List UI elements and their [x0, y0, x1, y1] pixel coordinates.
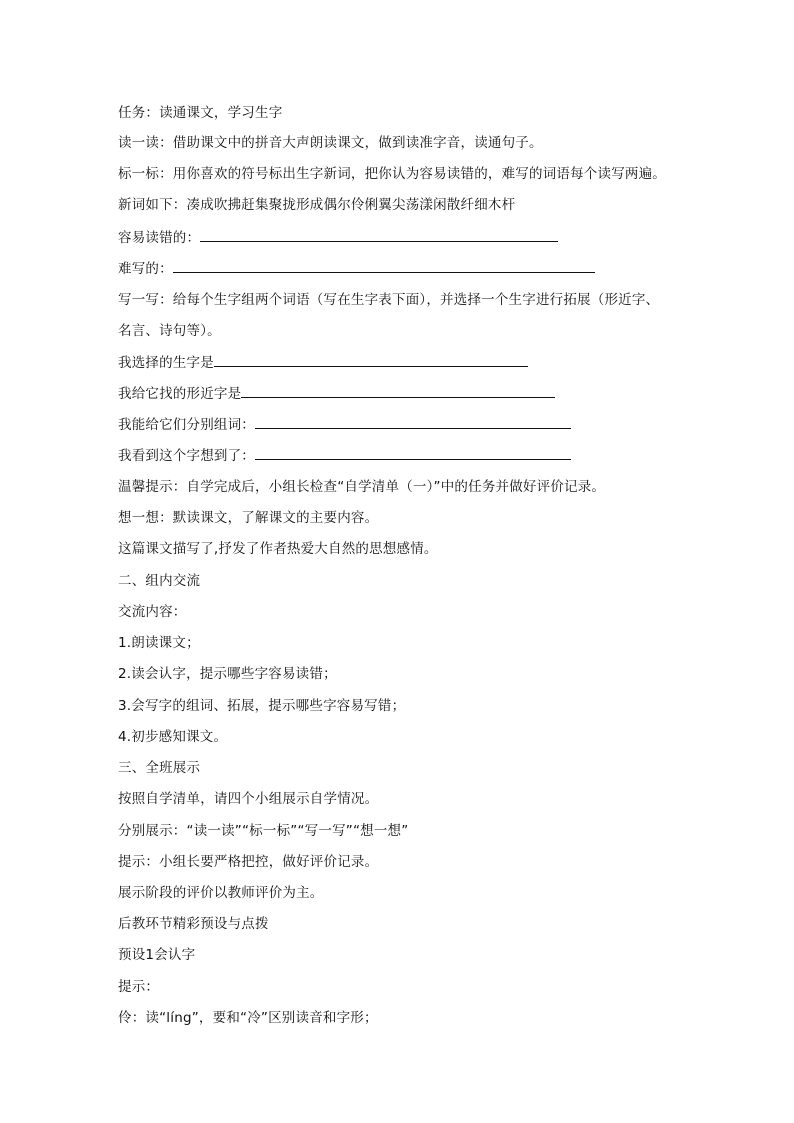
think-instruction: 想一想：默读课文，了解课文的主要内容。 — [118, 510, 379, 526]
list-item: 1.朗读课文； — [118, 635, 200, 651]
group-words-blank[interactable] — [255, 416, 571, 429]
hard-write-blank[interactable] — [173, 260, 595, 273]
summary-line: 这篇课文描写了,抒发了作者热爱大自然的思想感情。 — [118, 541, 438, 557]
class-show-instruction: 按照自学清单，请四个小组展示自学情况。 — [118, 791, 379, 807]
list-item: 4.初步感知课文。 — [118, 729, 228, 745]
char-hint-line: 伶：读“líng”，要和“冷”区别读音和字形； — [118, 1010, 378, 1026]
teaching-heading: 后教环节精彩预设与点拨 — [118, 916, 269, 932]
chosen-char-blank[interactable] — [214, 354, 528, 367]
write-instruction-cont: 名言、诗句等）。 — [118, 323, 221, 339]
easy-misread-label: 容易读错的： — [118, 230, 201, 246]
list-item: 2.读会认字，提示哪些字容易读错； — [118, 666, 337, 682]
document-page — [118, 0, 718, 1123]
section-heading-class: 三、全班展示 — [118, 760, 201, 776]
association-blank[interactable] — [255, 447, 571, 460]
show-items-line: 分别展示：“读一读”“标一标”“写一写”“想一想” — [118, 823, 409, 839]
section-heading-group: 二、组内交流 — [118, 573, 201, 589]
hard-write-row — [118, 260, 595, 278]
similar-char-row — [118, 385, 555, 403]
easy-misread-row — [118, 229, 558, 247]
similar-char-label: 我给它找的形近字是 — [118, 386, 242, 402]
list-item: 3.会写字的组词、拓展，提示哪些字容易写错； — [118, 698, 406, 714]
hard-write-label: 难写的： — [118, 261, 173, 277]
new-words-line: 新词如下：凑成吹拂赶集聚拢形成偶尔伶俐翼尖荡漾闲散纤细木杆 — [118, 197, 516, 213]
leader-tip-line: 提示：小组长要严格把控，做好评价记录。 — [118, 854, 379, 870]
group-words-row — [118, 416, 571, 434]
chosen-char-label: 我选择的生字是 — [118, 355, 214, 371]
association-label: 我看到这个字想到了： — [118, 448, 255, 464]
mark-instruction: 标一标：用你喜欢的符号标出生字新词，把你认为容易读错的，难写的词语每个读写两遍。 — [118, 166, 666, 182]
chosen-char-row — [118, 354, 528, 372]
exchange-content-label: 交流内容： — [118, 604, 187, 620]
evaluation-line: 展示阶段的评价以教师评价为主。 — [118, 885, 324, 901]
association-row — [118, 447, 571, 465]
write-instruction: 写一写：给每个生字组两个词语（写在生字表下面），并选择一个生字进行拓展（形近字、 — [118, 292, 660, 308]
hint-label: 提示： — [118, 979, 160, 995]
similar-char-blank[interactable] — [241, 385, 555, 398]
group-words-label: 我能给它们分别组词： — [118, 417, 255, 433]
preset-heading: 预设1会认字 — [118, 947, 196, 963]
task-heading: 任务：读通课文，学习生字 — [118, 105, 283, 121]
reminder-line: 温馨提示：自学完成后，小组长检查“自学清单（一）”中的任务并做好评价记录。 — [118, 479, 606, 495]
easy-misread-blank[interactable] — [200, 229, 558, 242]
read-instruction: 读一读：借助课文中的拼音大声朗读课文，做到读准字音，读通句子。 — [118, 135, 543, 151]
